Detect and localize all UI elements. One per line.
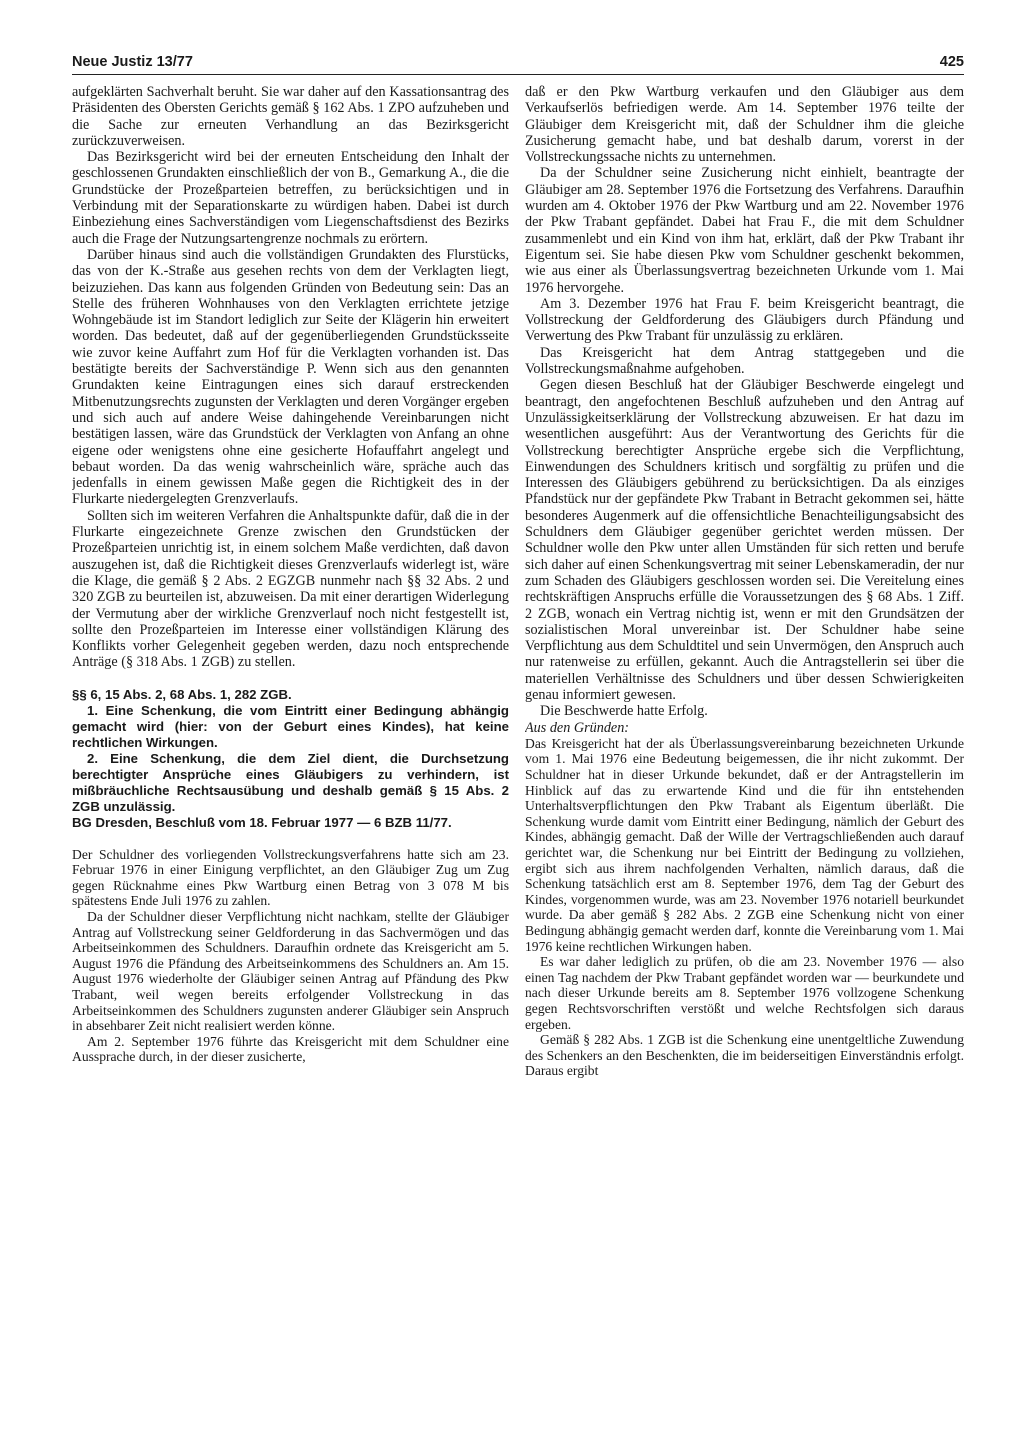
header-rule: [72, 74, 964, 75]
paragraph: Am 3. Dezember 1976 hat Frau F. beim Kreisgericht beantragt, die Vollstreckung der Geldforderung des Gläubigers durch Pfändung und Verwertung des Pkw Trabant für unzulässig zu erklären.: [525, 295, 964, 345]
paragraph: Gegen diesen Beschluß hat der Gläubiger Beschwerde eingelegt und beantragt, den angefochtenen Beschluß aufzuheben und den Antrag auf Unzulässigkeitserklärung der Vollstreckung abzuweisen. Er hat dazu im wesentlichen ausgeführt: Aus der Verantwortung des Gerichts für die Vollstreckung berechtigter Ansprüche ergebe sich die Verpflichtung, Einwendungen des Schuldners kritisch und sorgfältig zu prüfen und die Interessen des Gläubigers gebührend zu berücksichtigen. Da als einziges Pfandstück nur der gepfändete Pkw Trabant in Betracht gekommen sei, hätte besonderes Augenmerk auf die offensichtliche Benachteiligungsabsicht des Schuldners dem Gläubiger gegenüber gerichtet werden müssen. Der Schuldner wolle den Pkw unter allen Umständen für sich retten und berufe sich daher auf einen Schenkungsvertrag mit seiner Lebenskameradin, der nur zum Schaden des Gläubigers geschlossen worden sei. Die Vereitelung eines rechtskräftigen Anspruchs erfülle die Voraussetzungen des § 68 Abs. 1 Ziff. 2 ZGB, wonach ein Vertrag nichtig ist, wenn er mit den Grundsätzen der sozialistischen Moral unvereinbar ist. Der Schuldner habe seine Verpflichtung aus dem Schuldtitel und sein Unvermögen, den Anspruch auch nur ratenweise zu erfüllen, gekannt. Auch die Antragstellerin sei über die materiellen Verhältnisse des Schuldners und über dessen Schwierigkeiten genau informiert gewesen.: [525, 377, 964, 703]
paragraph: Das Kreisgericht hat dem Antrag stattgegeben und die Vollstreckungsmaßnahme aufgehoben.: [525, 344, 964, 378]
reasons-heading: Aus den Gründen:: [525, 719, 630, 736]
leitsatz-1: 1. Eine Schenkung, die vom Eintritt einer Bedingung abhängig gemacht wird (hier: von der Geburt eines Kindes), hat keine rechtlichen Wirkungen.: [72, 702, 509, 750]
leitsatz-2: 2. Eine Schenkung, die dem Ziel dient, die Durchsetzung berechtigter Ansprüche eines Gläubigers zu verhindern, ist mißbräuchliche Rechtsausübung und deshalb gemäß § 15 Abs. 2 ZGB unzulässig.: [72, 750, 509, 814]
paragraph: Der Schuldner des vorliegenden Vollstreckungsverfahrens hatte sich am 23. Februar 1976 in einer Einigung verpflichtet, an den Gläubiger Zug um Zug gegen Rücknahme eines Pkw Wartburg einen Betrag von 3 078 M bis spätestens Ende Juli 1976 zu zahlen.: [72, 846, 509, 909]
reasons-text: [525, 736, 964, 1079]
paragraph: Das Bezirksgericht wird bei der erneuten Entscheidung den Inhalt der geschlossenen Grundakten einschließlich der von B., Gemarkung A., die die Grundstücke der Prozeßparteien betreffen, zu berücksichtigen und in Verbindung mit der Separationskarte zu würdigen haben. Dabei ist durch Einbeziehung eines Sachverständigen vom Liegenschaftsdienst des Bezirks auch die Frage der Nutzungsartengrenze nochmals zu erörtern.: [72, 149, 509, 247]
paragraph: Es war daher lediglich zu prüfen, ob die am 23. November 1976 — also einen Tag nachdem der Pkw Trabant gepfändet worden war — beurkundete und nach dieser Urkunde bereits am 8. September 1976 vollzogene Schenkung gegen Rechtsvorschriften verstößt und welche Rechtsfolgen sich daraus ergeben.: [525, 954, 964, 1032]
case-heading-block: [72, 687, 509, 831]
paragraph: Die Beschwerde hatte Erfolg.: [540, 703, 708, 720]
case-facts: [72, 847, 509, 1065]
norms-reference: §§ 6, 15 Abs. 2, 68 Abs. 1, 282 ZGB.: [72, 686, 292, 702]
paragraph: Da der Schuldner seine Zusicherung nicht einhielt, beantragte der Gläubiger am 28. September 1976 die Fortsetzung des Verfahrens. Daraufhin wurden am 4. Oktober 1976 der Pkw Wartburg und am 22. November 1976 der Pkw Trabant gepfändet. Dabei hat Frau F., die mit dem Schuldner zusammenlebt und ein Kind von ihm hat, erklärt, daß der Pkw Trabant ihr Eigentum sei. Sie habe diesen Pkw vom Schuldner geschenkt bekommen, wie aus einer als Überlassungsvertrag bezeichneten Urkunde vom 1. Mai 1976 hervorgehe.: [525, 165, 964, 296]
journal-title: Neue Justiz 13/77: [72, 54, 193, 70]
running-header: [72, 52, 964, 76]
paragraph: Da der Schuldner dieser Verpflichtung nicht nachkam, stellte der Gläubiger Antrag auf Vollstreckung seiner Geldforderung in das Sachvermögen und das Arbeitseinkommen des Schuldners. Daraufhin ordnete das Kreisgericht am 5. August 1976 die Pfändung des Arbeitseinkommens des Schuldners an. Am 15. August 1976 wiederholte der Gläubiger seinen Antrag auf Pfändung des Pkw Trabant, weil wegen bereits erfolgender Vollstreckung in das Arbeitseinkommen des Schuldners zugunsten anderer Gläubiger sein Anspruch in absehbarer Zeit nicht realisiert werden könne.: [72, 909, 509, 1034]
paragraph: Das Kreisgericht hat der als Überlassungsvereinbarung bezeichneten Urkunde vom 1. Mai 1976 eine Bedeutung beigemessen, die ihr nicht zukommt. Der Schuldner hat in dieser Urkunde bekundet, daß er der Antragstellerin im Hinblick auf das zu erwartende Kind und die für ihn entstehenden Unterhaltsverpflichtungen den Pkw Trabant als Eigentum überläßt. Die Schenkung wurde damit vom Eintritt einer Bedingung, nämlich der Geburt des Kindes, abhängig gemacht. Daß der Wille der Vertragschließenden auch darauf gerichtet war, die Schenkung nur bei Eintritt der Bedingung zu vollziehen, ergibt sich aus ihrem nachfolgenden Verhalten, nämlich daraus, daß die Schenkung tatsächlich erst am 8. September 1976, dem Tag der Geburt des Kindes, vorgenommen wurde, was am 23. November 1976 notariell beurkundet wurde. Da aber gemäß § 282 Abs. 2 ZGB eine Schenkung nicht von einer Bedingung abhängig gemacht werden darf, konnte die Vereinbarung vom 1. Mai 1976 keine rechtlichen Wirkungen haben.: [525, 735, 964, 954]
paragraph: aufgeklärten Sachverhalt beruht. Sie war daher auf den Kassationsantrag des Präsidenten des Obersten Gerichts gemäß § 162 Abs. 1 ZPO aufzuheben und die Sache zur erneuten Verhandlung an das Bezirksgericht zurückzuverweisen.: [72, 84, 509, 149]
paragraph: Gemäß § 282 Abs. 1 ZGB ist die Schenkung eine unentgeltliche Zuwendung des Schenkers an den Beschenkten, die im beiderseitigen Einverständnis erfolgt. Daraus ergibt: [525, 1032, 964, 1079]
paragraph: Sollten sich im weiteren Verfahren die Anhaltspunkte dafür, daß die in der Flurkarte eingezeichnete Grenze zwischen den Grundstücken der Prozeßparteien unrichtig ist, in einem solchem Maße verdichten, daß davon auszugehen ist, daß die Richtigkeit dieses Grenzverlaufs widerlegt ist, wäre die Klage, die gemäß § 2 Abs. 2 EGZGB nunmehr nach §§ 32 Abs. 2 und 320 ZGB zu beurteilen ist, abzuweisen. Da mit einer derartigen Widerlegung der Vermutung aber der wirkliche Grenzverlauf noch nicht festgestellt ist, sollte den Prozeßparteien im Interesse einer vollständigen Klärung des Konflikts vorher Gelegenheit gegeben werden, dazu noch entsprechende Anträge (§ 318 Abs. 1 ZGB) zu stellen.: [72, 507, 509, 671]
right-column: [525, 84, 964, 1374]
court-citation: BG Dresden, Beschluß vom 18. Februar 1977 — 6 BZB 11/77.: [72, 814, 452, 830]
paragraph: daß er den Pkw Wartburg verkaufen und den Gläubiger aus dem Verkaufserlös befriedigen werde. Am 14. September 1976 teilte der Gläubiger dem Kreisgericht mit, daß der Schuldner ihm die gleiche Zusicherung gemacht habe, und bat deshalb darum, vorerst in der Vollstreckungssache nichts zu unternehmen.: [525, 84, 964, 166]
left-column: [72, 84, 509, 1374]
paragraph: Darüber hinaus sind auch die vollständigen Grundakten des Flurstücks, das von der K.-Straße aus gesehen rechts von dem der Verklagten liegt, beizuziehen. Das kann aus folgenden Gründen von Bedeutung sein: Das an Stelle des früheren Wohnhauses von den Verklagten errichtete jetzige Wohngebäude ist im Standort lediglich zur Seite der Klägerin hin erweitert worden. Das bedeutet, daß auf der gegenüberliegenden Grundstücksseite wie zuvor keine Auffahrt zum Hof für die Verklagten vorhanden ist. Das bestätigte bereits der Sachverständige P. Wenn sich aus den genannten Grundakten keine Eintragungen eines sich darauf erstreckenden Mitbenutzungsrechts zugunsten der Verklagten und deren Vorgänger ergeben und sich auch auf andere Weise dahingehende Vereinbarungen nicht bestätigen lassen, wäre das Grundstück der Verklagten von Anfang an ohne eigene oder wenigstens ohne eine gesicherte Hofauffahrt angelegt und bebaut worden. Da das wenig wahrscheinlich wäre, spräche auch das jedenfalls in einem gewissen Maße gegen die Richtigkeit des in der Flurkarte niedergelegten Grenzverlaufs.: [72, 246, 509, 508]
page-number: 425: [939, 54, 964, 70]
paragraph: Am 2. September 1976 führte das Kreisgericht mit dem Schuldner eine Aussprache durch, in der dieser zusicherte,: [72, 1033, 509, 1065]
